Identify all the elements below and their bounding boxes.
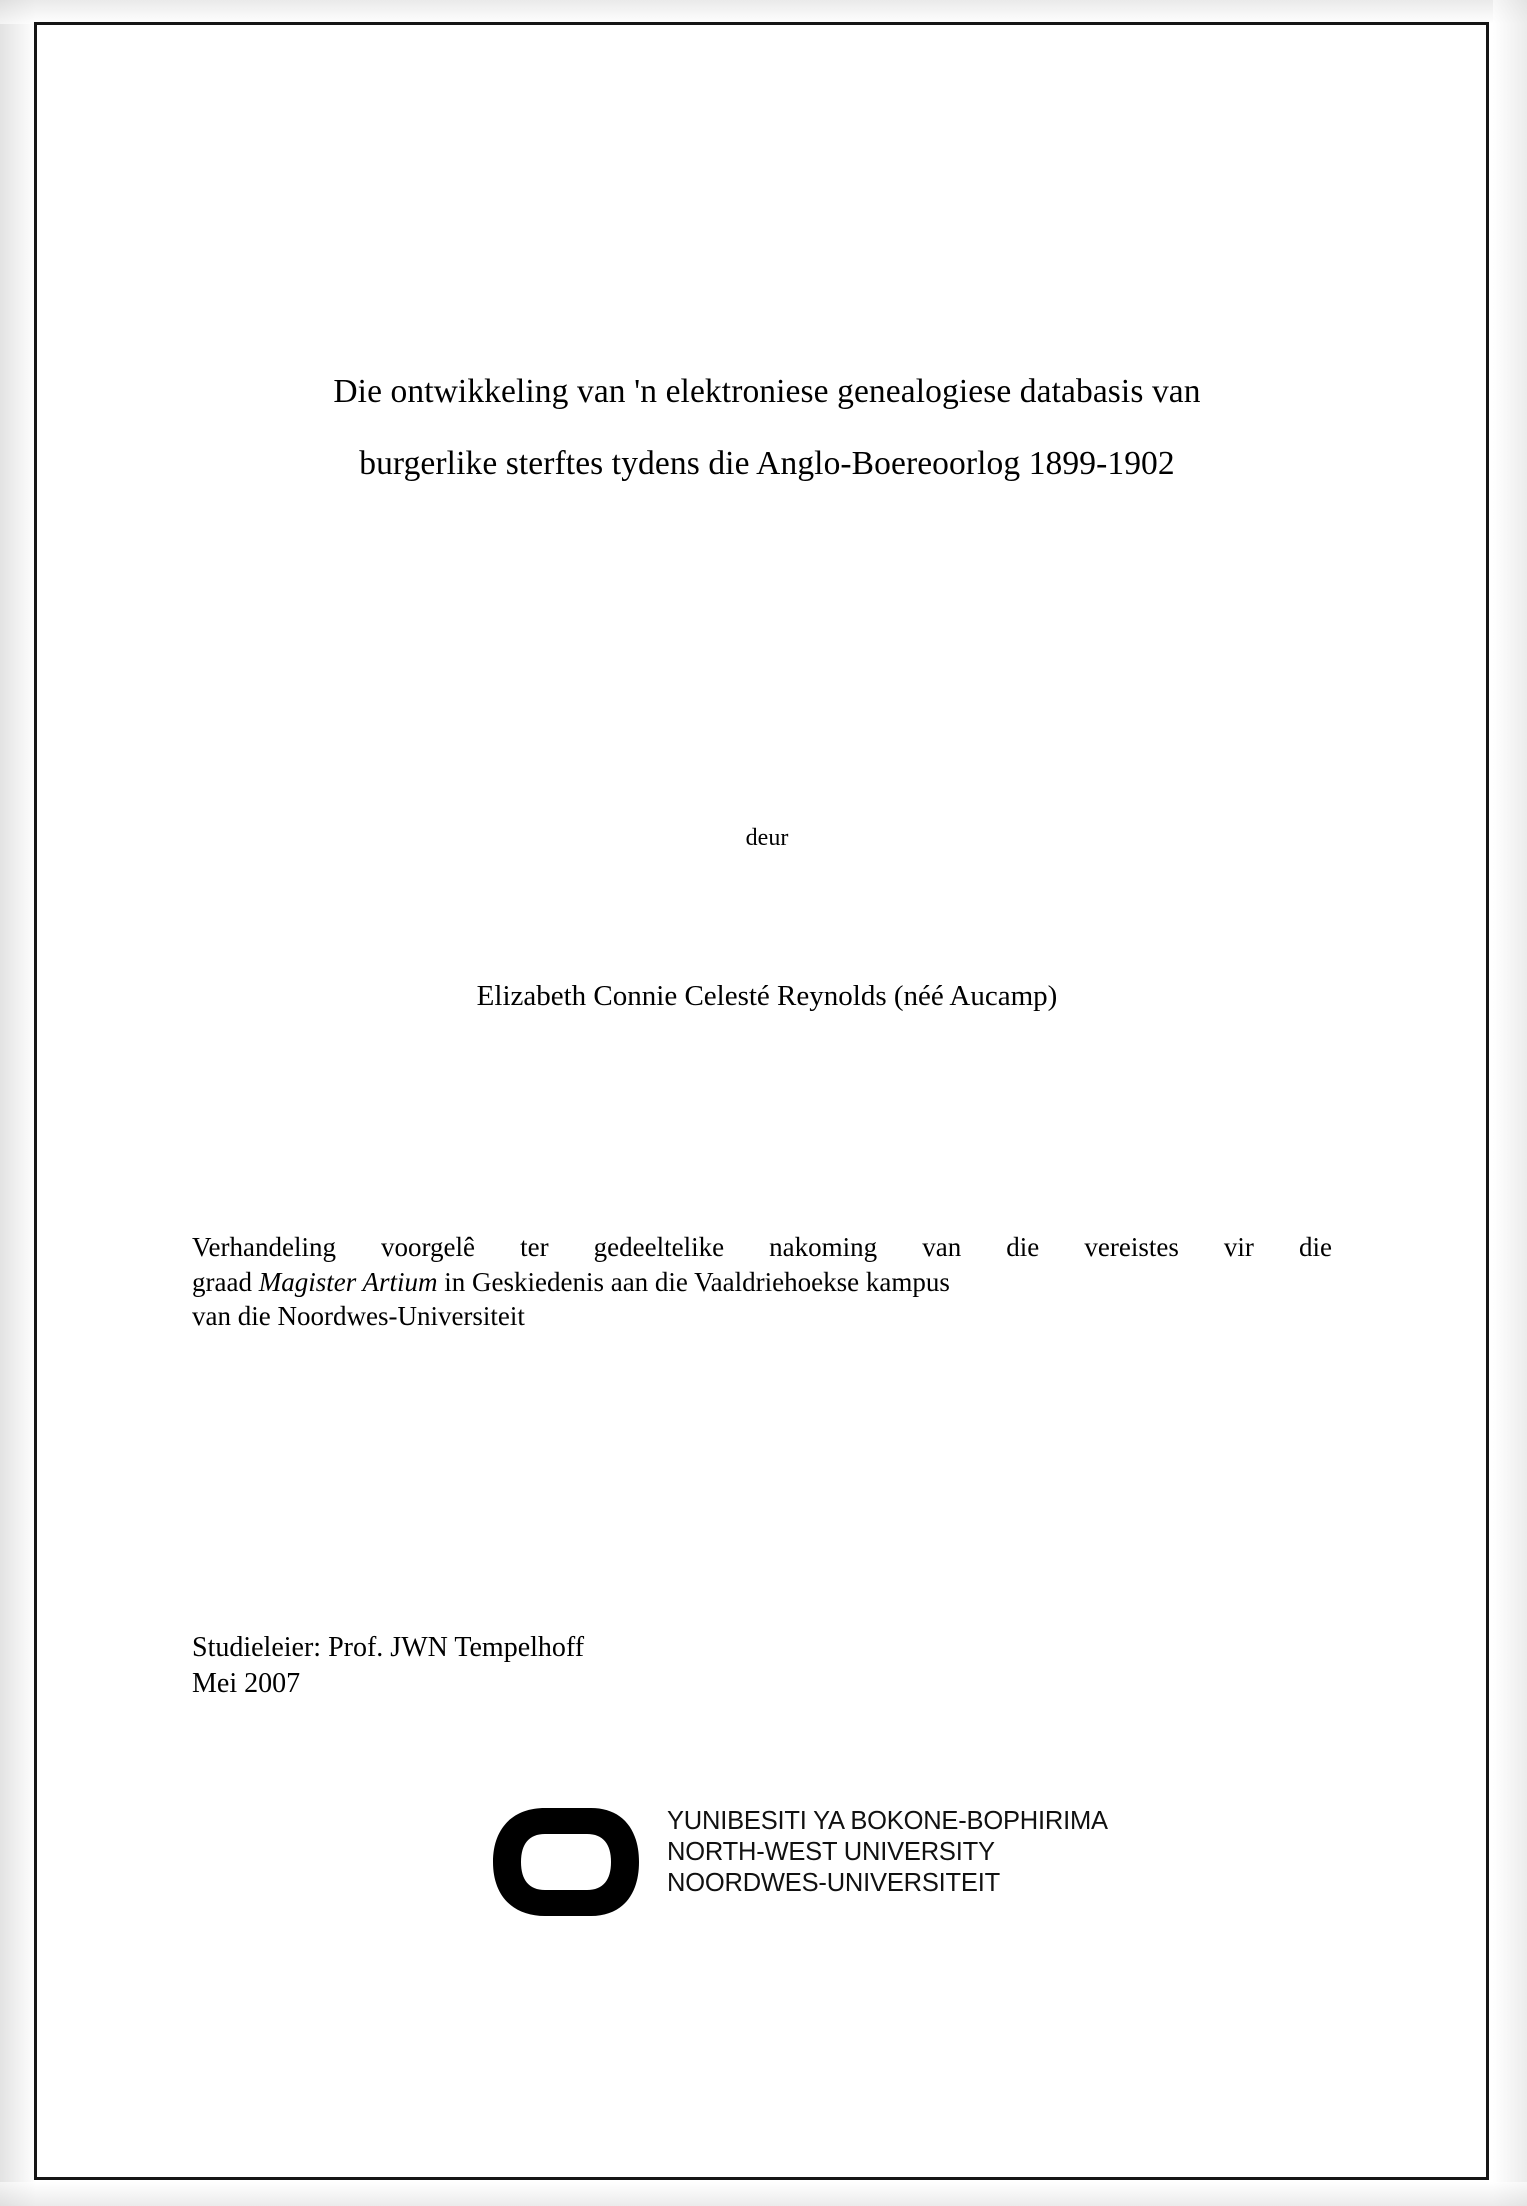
university-logo-text xyxy=(667,1806,1108,1899)
title-page xyxy=(187,25,1347,2177)
university-logo xyxy=(487,1800,1247,1930)
date-line: Mei 2007 xyxy=(192,1668,301,1700)
page-title xyxy=(187,375,1347,480)
supervisor-block xyxy=(192,1630,1092,1703)
page-frame xyxy=(34,22,1489,2180)
page-content-area xyxy=(37,25,1486,2177)
scan-edge-shadow-right xyxy=(1493,0,1527,2206)
degree-name-italic: Magister Artium xyxy=(258,1266,438,1297)
scan-edge-shadow-bottom xyxy=(0,2182,1527,2206)
author-name: Elizabeth Connie Celesté Reynolds (néé Aucamp) xyxy=(476,980,1058,1012)
degree-statement xyxy=(192,1230,1332,1334)
byline-label: deur xyxy=(745,825,789,851)
scan-edge-shadow-left xyxy=(0,0,36,2206)
degree-statement-line-2-prefix: graad xyxy=(192,1266,259,1297)
logo-line-2: NORTH-WEST UNIVERSITY xyxy=(667,1838,995,1867)
degree-statement-line-2 xyxy=(192,1265,1332,1300)
nwu-logo-icon xyxy=(487,1804,657,1920)
degree-statement-line-1: Verhandeling voorgelê ter gedeeltelike nakoming van die vereistes vir die xyxy=(192,1232,1332,1262)
degree-statement-line-2-suffix: in Geskiedenis aan die Vaaldriehoekse kampus xyxy=(437,1266,950,1297)
scan-edge-shadow-top xyxy=(0,0,1527,24)
supervisor-line: Studieleier: Prof. JWN Tempelhoff xyxy=(192,1632,585,1663)
degree-statement-line-3: van die Noordwes-Universiteit xyxy=(192,1301,525,1332)
logo-line-1: YUNIBESITI YA BOKONE-BOPHIRIMA xyxy=(667,1807,1108,1835)
title-line-2: burgerlike sterftes tydens die Anglo-Boereoorlog 1899-1902 xyxy=(359,444,1175,482)
title-line-1: Die ontwikkeling van 'n elektroniese genealogiese databasis van xyxy=(333,373,1201,410)
logo-line-3: NOORDWES-UNIVERSITEIT xyxy=(667,1869,1000,1898)
